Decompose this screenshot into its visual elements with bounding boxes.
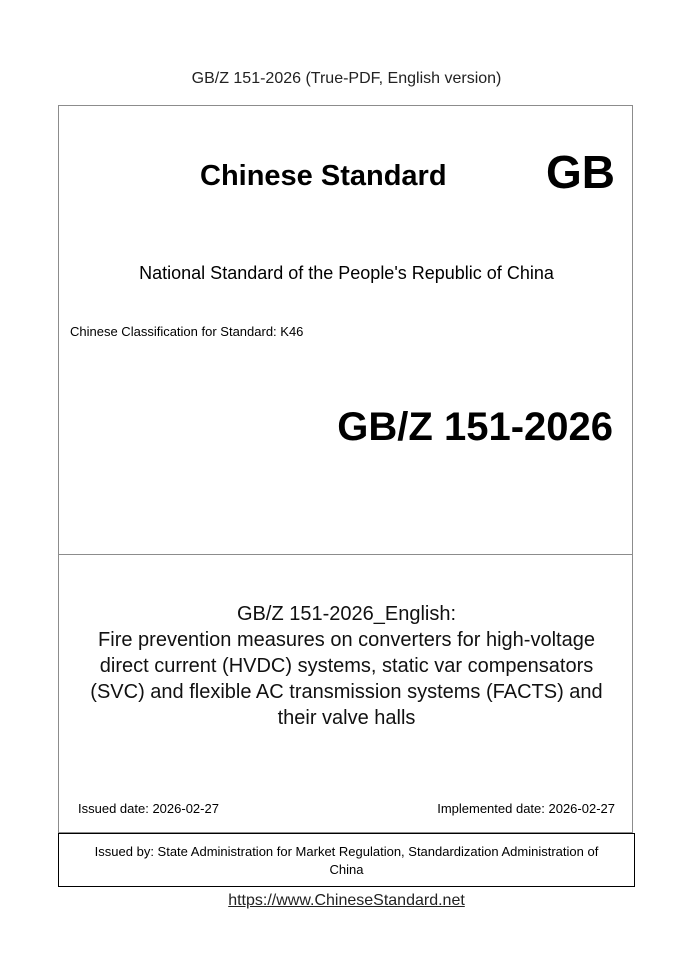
title-line-2: Fire prevention measures on converters for high-voltage bbox=[98, 629, 595, 651]
classification-label: Chinese Classification for Standard: K46 bbox=[70, 324, 304, 339]
title-line-3: direct current (HVDC) systems, static var compensators bbox=[99, 655, 594, 677]
chinese-standard-heading: Chinese Standard bbox=[200, 160, 447, 192]
issuer-box bbox=[58, 833, 635, 887]
standard-number: GB/Z 151-2026 bbox=[337, 405, 613, 449]
national-standard-label: National Standard of the People's Republic of China bbox=[139, 263, 554, 283]
document-header-title: GB/Z 151-2026 (True-PDF, English version) bbox=[191, 70, 502, 87]
section-divider bbox=[58, 554, 633, 555]
implemented-date: Implemented date: 2026-02-27 bbox=[437, 801, 615, 816]
gb-mark: GB bbox=[546, 146, 615, 198]
issuer-line-1: Issued by: State Administration for Market Regulation, Standardization Administration of bbox=[94, 844, 599, 859]
title-line-5: their valve halls bbox=[277, 707, 416, 729]
document-title bbox=[70, 601, 623, 731]
title-line-1: GB/Z 151-2026_English: bbox=[236, 603, 457, 625]
issued-date: Issued date: 2026-02-27 bbox=[78, 801, 219, 816]
issuer-line-2: China bbox=[329, 862, 364, 877]
website-link[interactable]: https://www.ChineseStandard.net bbox=[228, 892, 465, 909]
title-line-4: (SVC) and flexible AC transmission systems (FACTS) and bbox=[90, 681, 603, 703]
